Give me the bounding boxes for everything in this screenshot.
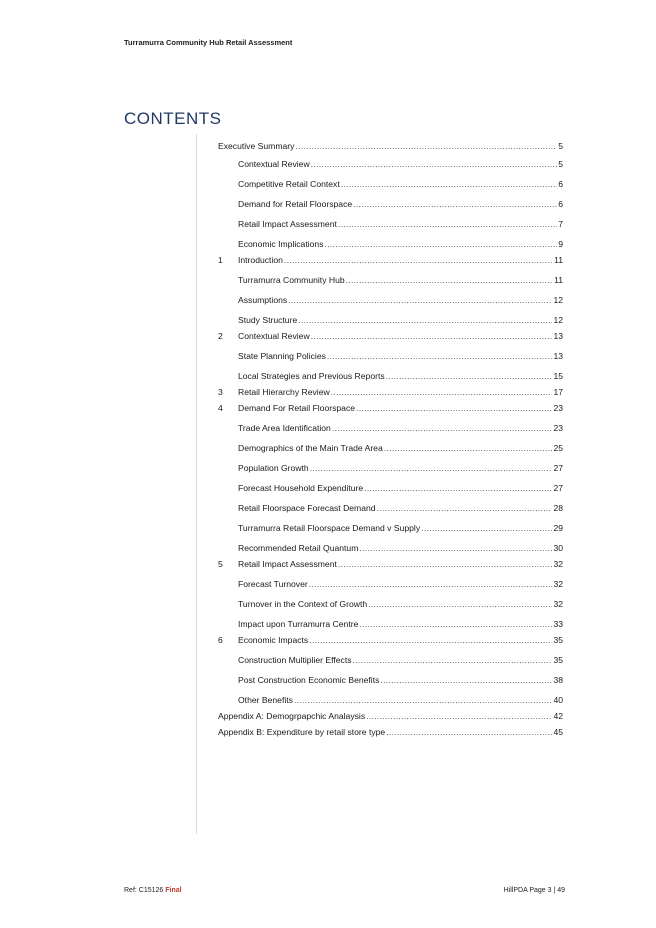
toc-entry-page: 9 bbox=[558, 239, 563, 249]
toc-entry-title: Competitive Retail Context bbox=[238, 179, 340, 189]
toc-leader-dots bbox=[325, 238, 558, 250]
toc-leader-dots bbox=[309, 578, 553, 590]
toc-entry[interactable] bbox=[218, 254, 563, 266]
toc-entry[interactable] bbox=[218, 558, 563, 570]
toc-entry-page: 23 bbox=[553, 403, 563, 413]
toc-entry[interactable] bbox=[218, 158, 563, 170]
running-header: Turramurra Community Hub Retail Assessment bbox=[124, 38, 293, 47]
toc-leader-dots bbox=[364, 482, 552, 494]
toc-entry[interactable] bbox=[218, 482, 563, 494]
toc-entry-title: Trade Area Identification bbox=[238, 423, 331, 433]
toc-entry-title: Other Benefits bbox=[238, 695, 293, 705]
toc-entry[interactable] bbox=[218, 198, 563, 210]
vertical-rule bbox=[196, 134, 197, 834]
toc-entry-title: Executive Summary bbox=[218, 141, 295, 151]
toc-leader-dots bbox=[353, 198, 557, 210]
toc-entry[interactable] bbox=[218, 274, 563, 286]
toc-entry-page: 25 bbox=[553, 443, 563, 453]
footer-status: Final bbox=[165, 887, 182, 894]
toc-entry-page: 45 bbox=[553, 727, 563, 737]
footer-reference bbox=[124, 887, 182, 894]
toc-entry-title: Appendix B: Expenditure by retail store type bbox=[218, 727, 386, 737]
toc-entry[interactable] bbox=[218, 522, 563, 534]
toc-entry[interactable] bbox=[218, 618, 563, 630]
toc-entry-title: Turnover in the Context of Growth bbox=[238, 599, 368, 609]
toc-entry-number: 6 bbox=[218, 635, 223, 645]
toc-entry-title: Demand for Retail Floorspace bbox=[238, 199, 353, 209]
toc-leader-dots bbox=[295, 140, 557, 152]
toc-entry-page: 5 bbox=[558, 141, 563, 151]
toc-entry[interactable] bbox=[218, 442, 563, 454]
toc-entry-title: Forecast Household Expenditure bbox=[238, 483, 364, 493]
toc-entry-page: 11 bbox=[554, 275, 563, 285]
toc-leader-dots bbox=[341, 178, 557, 190]
toc-entry-title: Appendix A: Demogrpapchic Analaysis bbox=[218, 711, 366, 721]
toc-leader-dots bbox=[338, 558, 553, 570]
toc-entry-page: 32 bbox=[553, 559, 563, 569]
toc-leader-dots bbox=[386, 370, 553, 382]
toc-entry[interactable] bbox=[218, 502, 563, 514]
toc-leader-dots bbox=[380, 674, 552, 686]
toc-entry[interactable] bbox=[218, 238, 563, 250]
toc-entry-number: 1 bbox=[218, 255, 223, 265]
toc-entry-page: 17 bbox=[553, 387, 563, 397]
toc-entry-page: 5 bbox=[558, 159, 563, 169]
toc-entry-title: Construction Multiplier Effects bbox=[238, 655, 352, 665]
toc-entry[interactable] bbox=[218, 330, 563, 342]
toc-leader-dots bbox=[421, 522, 552, 534]
toc-entry[interactable] bbox=[218, 402, 563, 414]
toc-entry-number: 4 bbox=[218, 403, 223, 413]
toc-entry-page: 27 bbox=[553, 483, 563, 493]
toc-leader-dots bbox=[298, 314, 552, 326]
toc-leader-dots bbox=[377, 502, 553, 514]
toc-entry[interactable] bbox=[218, 462, 563, 474]
toc-entry[interactable] bbox=[218, 218, 563, 230]
toc-entry-title: Population Growth bbox=[238, 463, 309, 473]
toc-entry-number: 2 bbox=[218, 331, 223, 341]
toc-leader-dots bbox=[359, 542, 552, 554]
toc-entry-page: 6 bbox=[558, 179, 563, 189]
toc-entry-title: State Planning Policies bbox=[238, 351, 326, 361]
toc-entry-page: 29 bbox=[553, 523, 563, 533]
toc-entry-title: Demographics of the Main Trade Area bbox=[238, 443, 383, 453]
toc-entry-page: 30 bbox=[553, 543, 563, 553]
toc-entry-page: 32 bbox=[553, 599, 563, 609]
toc-entry[interactable] bbox=[218, 542, 563, 554]
toc-leader-dots bbox=[386, 726, 552, 738]
toc-leader-dots bbox=[288, 294, 552, 306]
toc-entry-title: Contextual Review bbox=[238, 159, 310, 169]
toc-leader-dots bbox=[284, 254, 553, 266]
toc-leader-dots bbox=[327, 350, 553, 362]
toc-leader-dots bbox=[310, 462, 553, 474]
toc-entry-title: Local Strategies and Previous Reports bbox=[238, 371, 385, 381]
toc-leader-dots bbox=[359, 618, 552, 630]
toc-leader-dots bbox=[366, 710, 552, 722]
toc-entry-title: Retail Impact Assessment bbox=[238, 559, 337, 569]
toc-entry-page: 35 bbox=[553, 635, 563, 645]
toc-entry-title: Study Structure bbox=[238, 315, 298, 325]
toc-leader-dots bbox=[311, 158, 558, 170]
toc-entry-page: 38 bbox=[553, 675, 563, 685]
toc-entry-title: Post Construction Economic Benefits bbox=[238, 675, 380, 685]
toc-leader-dots bbox=[311, 330, 553, 342]
toc-entry-page: 28 bbox=[553, 503, 563, 513]
toc-entry-number: 5 bbox=[218, 559, 223, 569]
toc-leader-dots bbox=[331, 386, 553, 398]
toc-leader-dots bbox=[356, 402, 552, 414]
toc-entry-title: Economic Implications bbox=[238, 239, 324, 249]
footer-page-number: HillPDA Page 3 | 49 bbox=[503, 887, 565, 894]
toc-leader-dots bbox=[368, 598, 552, 610]
toc-entry-page: 40 bbox=[553, 695, 563, 705]
toc-entry[interactable] bbox=[218, 634, 563, 646]
toc-entry[interactable] bbox=[218, 578, 563, 590]
toc-leader-dots bbox=[294, 694, 553, 706]
toc-entry-title: Economic Impacts bbox=[238, 635, 309, 645]
toc-entry-page: 7 bbox=[558, 219, 563, 229]
toc-entry-page: 12 bbox=[553, 295, 563, 305]
toc-entry[interactable] bbox=[218, 422, 563, 434]
toc-entry-number: 3 bbox=[218, 387, 223, 397]
toc-entry-title: Assumptions bbox=[238, 295, 288, 305]
toc-entry-title: Retail Hierarchy Review bbox=[238, 387, 330, 397]
toc-leader-dots bbox=[309, 634, 552, 646]
toc-entry-title: Forecast Turnover bbox=[238, 579, 308, 589]
toc-entry-title: Retail Floorspace Forecast Demand bbox=[238, 503, 376, 513]
toc-entry-title: Impact upon Turramurra Centre bbox=[238, 619, 359, 629]
toc-entry-page: 15 bbox=[553, 371, 563, 381]
toc-leader-dots bbox=[384, 442, 553, 454]
toc-entry-page: 23 bbox=[553, 423, 563, 433]
toc-entry-title: Turramurra Retail Floorspace Demand v Supply bbox=[238, 523, 421, 533]
toc-entry-page: 32 bbox=[553, 579, 563, 589]
toc-entry-page: 13 bbox=[553, 351, 563, 361]
toc-entry-title: Turramurra Community Hub bbox=[238, 275, 345, 285]
toc-entry-page: 12 bbox=[553, 315, 563, 325]
toc-entry[interactable] bbox=[218, 314, 563, 326]
toc-entry[interactable] bbox=[218, 140, 563, 152]
footer-ref-text: Ref: C15126 bbox=[124, 887, 164, 894]
toc-entry-title: Demand For Retail Floorspace bbox=[238, 403, 356, 413]
toc-entry[interactable] bbox=[218, 726, 563, 738]
toc-entry[interactable] bbox=[218, 710, 563, 722]
toc-entry[interactable] bbox=[218, 654, 563, 666]
toc-entry-title: Contextual Review bbox=[238, 331, 310, 341]
toc-entry[interactable] bbox=[218, 178, 563, 190]
toc-leader-dots bbox=[338, 218, 557, 230]
contents-heading: CONTENTS bbox=[124, 109, 222, 128]
toc-entry-page: 33 bbox=[553, 619, 563, 629]
toc-entry[interactable] bbox=[218, 386, 563, 398]
toc-entry-page: 42 bbox=[553, 711, 563, 721]
toc-entry-page: 27 bbox=[553, 463, 563, 473]
toc-entry-page: 13 bbox=[553, 331, 563, 341]
toc-entry-page: 6 bbox=[558, 199, 563, 209]
toc-leader-dots bbox=[332, 422, 553, 434]
toc-entry[interactable] bbox=[218, 370, 563, 382]
toc-entry-title: Introduction bbox=[238, 255, 283, 265]
toc-entry-title: Recommended Retail Quantum bbox=[238, 543, 359, 553]
toc-entry-title: Retail Impact Assessment bbox=[238, 219, 337, 229]
toc-entry-page: 35 bbox=[553, 655, 563, 665]
toc-entry-page: 11 bbox=[554, 255, 563, 265]
toc-entry[interactable] bbox=[218, 674, 563, 686]
toc-leader-dots bbox=[353, 654, 553, 666]
toc-leader-dots bbox=[346, 274, 553, 286]
toc-entry[interactable] bbox=[218, 350, 563, 362]
toc-entry[interactable] bbox=[218, 598, 563, 610]
toc-entry[interactable] bbox=[218, 294, 563, 306]
toc-entry[interactable] bbox=[218, 694, 563, 706]
